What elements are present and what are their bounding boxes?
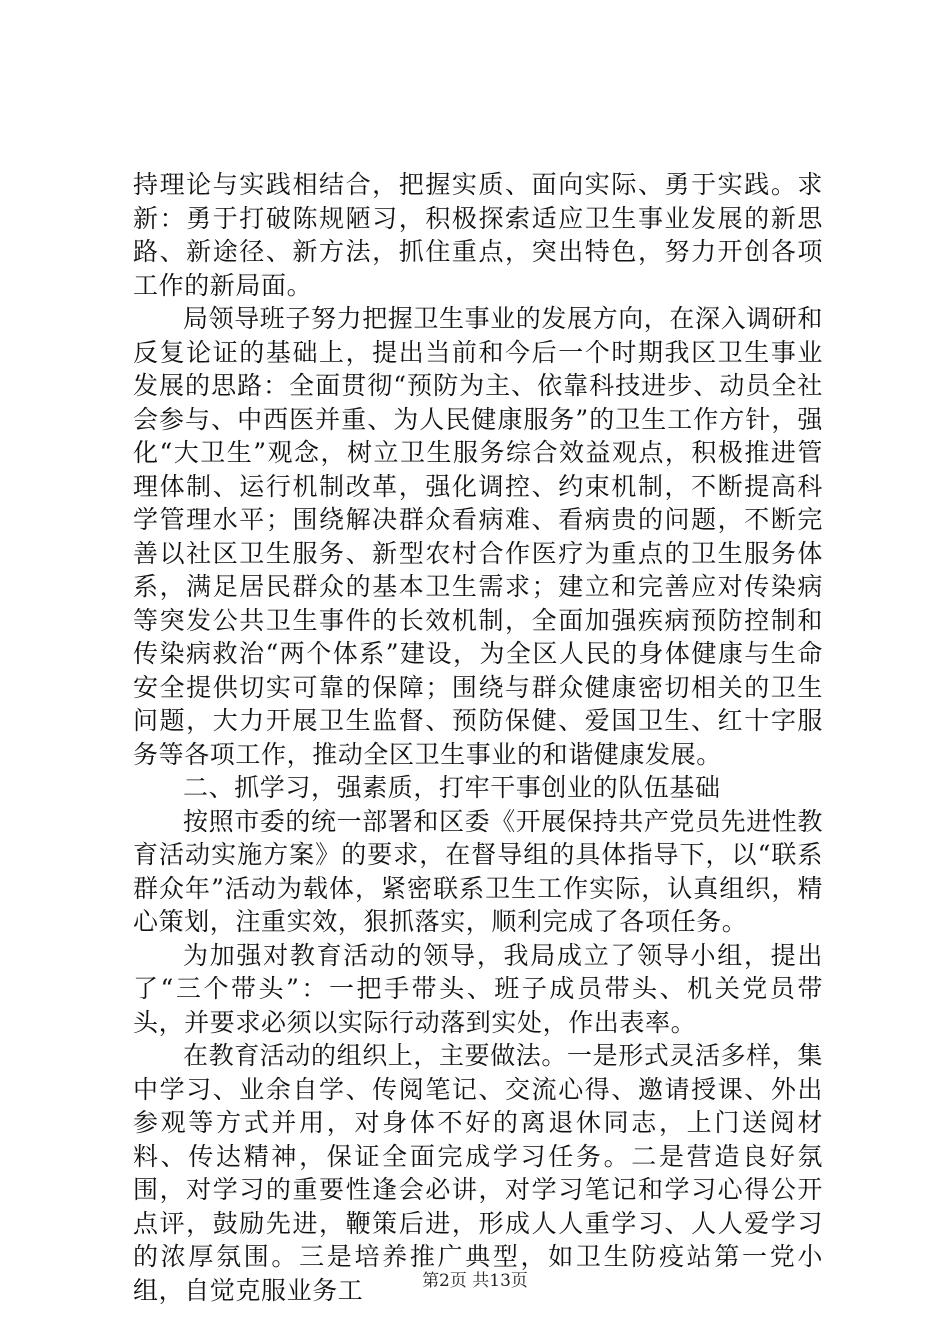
page-number-footer: 第2页 共13页 (422, 1271, 528, 1291)
paragraph-practices: 在教育活动的组织上，主要做法。一是形式灵活多样，集中学习、业余自学、传阅笔记、交流心得、邀请授课、外出参观等方式并用，对身体不好的离退休同志，上门送阅材料、传达精神，保证全面完成学习任务。二是营造良好氛围，对学习的重要性逢会必讲，对学习笔记和学习心得公开点评，鼓励先进，鞭策后进，形成人人重学习、人人爱学习的浓厚氛围。三是培养推广典型，如卫生防疫站第一党小组，自觉克服业务工 (133, 1041, 824, 1305)
paragraph-development-approach: 局领导班子努力把握卫生事业的发展方向，在深入调研和反复论证的基础上，提出当前和今后一个时期我区卫生事业发展的思路：全面贯彻“预防为主、依靠科技进步、动员全社会参与、中西医并重、为人民健康服务”的卫生工作方针，强化“大卫生”观念，树立卫生服务综合效益观点，积极推进管理体制、运行机制改革，强化调控、约束机制，不断提高科学管理水平；围绕解决群众看病难、看病贵的问题，不断完善以社区卫生服务、新型农村合作医疗为重点的卫生服务体系，满足居民群众的基本卫生需求；建立和完善应对传染病等突发公共卫生事件的长效机制，全面加强疾病预防控制和传染病救治“两个体系”建设，为全区人民的身体健康与生命安全提供切实可靠的保障；围绕与群众健康密切相关的卫生问题，大力开展卫生监督、预防保健、爱国卫生、红十字服务等各项工作，推动全区卫生事业的和谐健康发展。 (133, 304, 824, 769)
section-heading: 二、抓学习，强素质，打牢干事创业的队伍基础 (183, 773, 721, 802)
body-text (133, 168, 823, 1307)
paragraph-deployment: 按照市委的统一部署和区委《开展保持共产党员先进性教育活动实施方案》的要求，在督导组的具体指导下，以“联系群众年”活动为载体，紧密联系卫生工作实际，认真组织，精心策划，注重实效，狠抓落实，顺利完成了各项任务。 (133, 806, 824, 936)
paragraph-continuation: 持理论与实践相结合，把握实质、面向实际、勇于实践。求新：勇于打破陈规陋习，积极探索适应卫生事业发展的新思路、新途径、新方法，抓住重点，突出特色，努力开创各项工作的新局面。 (133, 170, 823, 300)
paragraph-leadership: 为加强对教育活动的领导，我局成立了领导小组，提出了“三个带头”：一把手带头、班子成员带头、机关党员带头，并要求必须以实际行动落到实处，作出表率。 (133, 940, 823, 1037)
